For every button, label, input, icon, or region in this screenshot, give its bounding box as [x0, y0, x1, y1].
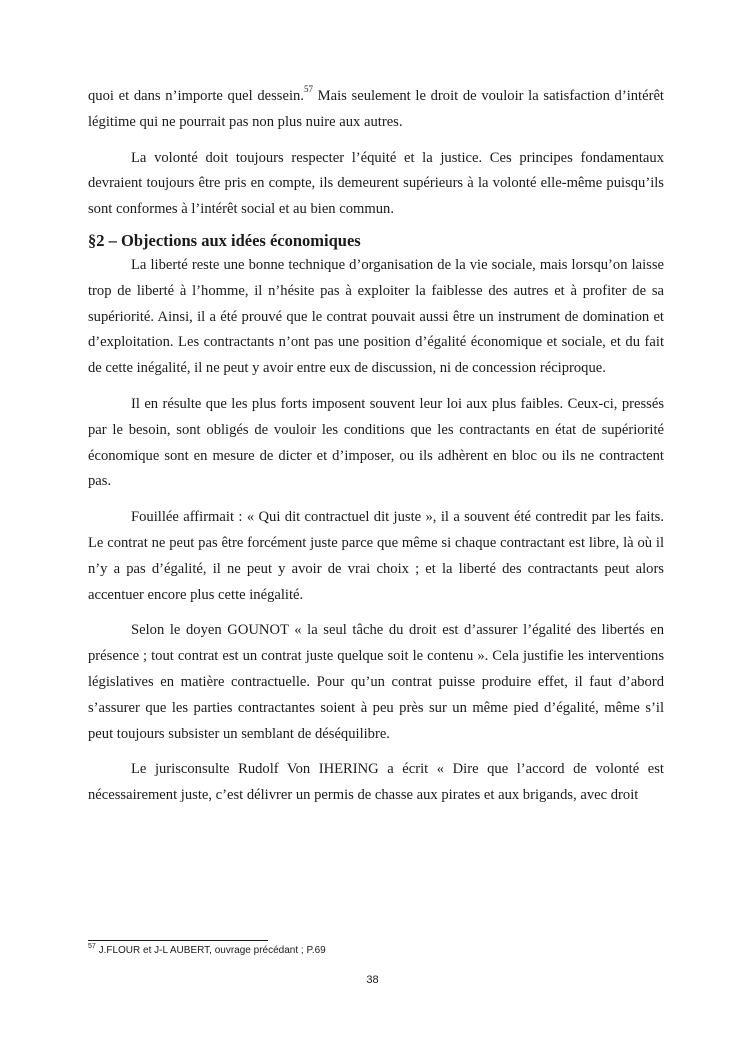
footnote-number: 57 — [88, 942, 96, 950]
paragraph-text: quoi et dans n’importe quel dessein. — [88, 88, 304, 104]
paragraph-volonte: La volonté doit toujours respecter l’équité et la justice. Ces principes fondamentaux devraient toujours être pris en compte, ils demeurent supérieurs à la volonté elle-même puisqu’ils sont conformes à l’intérêt social et au bien commun. — [88, 149, 664, 218]
paragraph-liberte: La liberté reste une bonne technique d’organisation de la vie sociale, mais lorsqu’on laisse trop de liberté à l’homme, il n’hésite pas à exploiter la faiblesse des autres et à profiter de sa supériorité. Ainsi, il a été prouvé que le contrat pouvait aussi être un instrument de domination et d’exploitation. Les contractants n’ont pas une position d’égalité économique et sociale, et du fait de cette inégalité, il ne peut y avoir entre eux de discussion, ni de concession réciproque. — [88, 256, 664, 377]
page-number: 38 — [366, 974, 379, 986]
footnote-reference[interactable]: 57 — [303, 84, 313, 95]
footnote-text: J.FLOUR et J-L AUBERT, ouvrage précédant ; P.69 — [95, 945, 326, 956]
paragraph-text: Mais seulement le droit de vouloir la satisfaction d’intérêt légitime qui ne pourrait pas non plus nuire aux autres. — [88, 88, 664, 130]
footnote-divider — [88, 940, 268, 941]
paragraph-ihering: Le jurisconsulte Rudolf Von IHERING a écrit « Dire que l’accord de volonté est nécessairement juste, c’est délivrer un permis de chasse aux pirates et aux brigands, avec droit — [88, 761, 664, 804]
paragraph-forts: Il en résulte que les plus forts imposent souvent leur loi aux plus faibles. Ceux-ci, pressés par le besoin, sont obligés de vouloir les conditions que les contractants en état de supériorité économique sont en mesure de dicter et d’imposer, ou ils adhèrent en bloc ou ils ne contractent pas. — [88, 395, 664, 490]
paragraph-continuation — [88, 84, 664, 136]
paragraph-fouillee: Fouillée affirmait : « Qui dit contractuel dit juste », il a souvent été contredit par les faits. Le contrat ne peut pas être forcément juste parce que même si chaque contractant est libre, là où il n’y a pas d’égalité, il ne peut y avoir de vrai choix ; et la liberté des contractants peut alors accentuer encore plus cette inégalité. — [88, 509, 664, 603]
page-body — [88, 84, 664, 809]
paragraph-gounot: Selon le doyen GOUNOT « la seul tâche du droit est d’assurer l’égalité des libertés en présence ; tout contrat est un contrat juste quelque soit le contenu ». Cela justifie les interventions législatives en matière contractuelle. Pour qu’un contrat puisse produire effet, il faut d’abord s’assurer que les parties contractantes soient à peu près sur un même pied d’égalité, même s’il peut toujours subsister un semblant de déséquilibre. — [88, 622, 664, 742]
footnote — [88, 944, 326, 958]
section-heading: §2 – Objections aux idées économiques — [88, 230, 361, 250]
